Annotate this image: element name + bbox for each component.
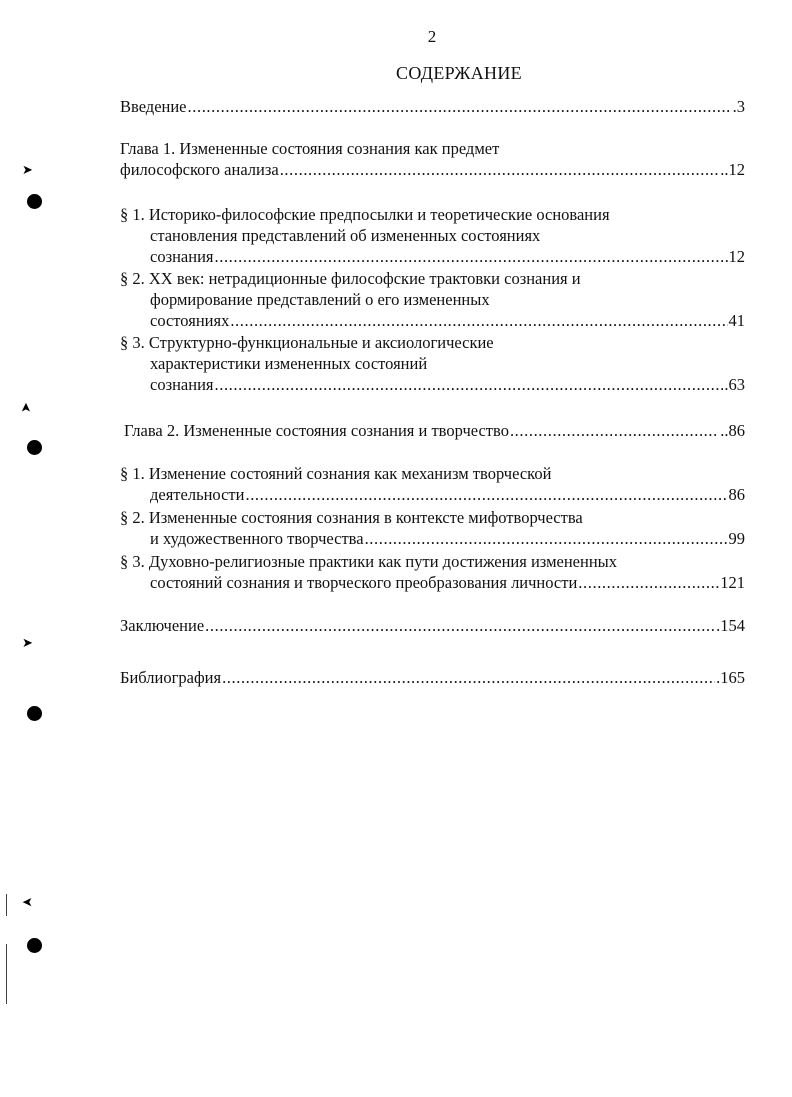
toc-entry-label: и художественного творчества	[150, 529, 364, 548]
toc-page-number: ..12	[720, 160, 745, 179]
leader-dots	[365, 528, 728, 549]
toc-entry-line: § 3. Духовно-религиозные практики как пути достижения измененных	[120, 552, 618, 571]
leader-dots	[215, 246, 728, 267]
toc-page-number: 121	[720, 573, 745, 592]
toc-page-number: .3	[732, 97, 745, 116]
page-number: 2	[427, 27, 437, 46]
toc-entry-line: формирование представлений о его измененных	[150, 290, 490, 309]
toc-page-number: 41	[728, 311, 745, 330]
toc-entry-line: Глава 1. Измененные состояния сознания как предмет	[120, 139, 500, 158]
toc-entry-introduction	[120, 96, 745, 117]
toc-entry-label: сознания	[150, 375, 214, 394]
toc-entry-chapter-2	[124, 420, 745, 441]
margin-line	[6, 944, 7, 1004]
leader-dots	[245, 484, 727, 505]
toc-entry-bibliography	[120, 667, 745, 688]
margin-line	[6, 894, 7, 916]
leader-dots	[230, 310, 727, 331]
margin-arrow-icon: ➤	[17, 402, 33, 413]
toc-entry-label: состояниях	[150, 311, 230, 330]
toc-entry-line: § 3. Структурно-функциональные и аксиологические	[120, 333, 494, 352]
leader-dots	[215, 374, 724, 395]
toc-entry-section-1-2	[120, 268, 745, 331]
toc-entry-line: характеристики измененных состояний	[150, 354, 428, 373]
margin-arrow-icon: ➤	[22, 635, 33, 650]
toc-entry-label: состояний сознания и творческого преобразования личности	[150, 573, 578, 592]
leader-dots	[280, 159, 720, 180]
margin-arrow-icon: ➤	[22, 895, 33, 910]
punch-hole-dot	[27, 706, 42, 721]
toc-entry-label: деятельности	[150, 485, 245, 504]
leader-dots	[188, 96, 732, 117]
toc-entry-label: Библиография	[120, 668, 222, 687]
toc-entry-line: § 2. XX век: нетрадиционные философские трактовки сознания и	[120, 269, 581, 288]
leader-dots	[510, 420, 719, 441]
toc-entry-line: становления представлений об измененных состояниях	[150, 226, 541, 245]
toc-entry-label: Глава 2. Измененные состояния сознания и творчество	[124, 421, 509, 440]
toc-page-number: .154	[716, 616, 745, 635]
toc-entry-label: сознания	[150, 247, 214, 266]
toc-entry-label: Введение	[120, 97, 187, 116]
leader-dots	[205, 615, 715, 636]
margin-arrow-icon: ➤	[22, 162, 33, 177]
leader-dots	[578, 572, 719, 593]
toc-page-number: 99	[728, 529, 745, 548]
toc-page-number: ..86	[720, 421, 745, 440]
punch-hole-dot	[27, 440, 42, 455]
toc-page-number: 86	[728, 485, 745, 504]
toc-entry-conclusion	[120, 615, 745, 636]
toc-entry-chapter-1	[120, 138, 745, 180]
toc-entry-section-2-2	[120, 507, 745, 549]
toc-page-number: 12	[728, 247, 745, 266]
punch-hole-dot	[27, 194, 42, 209]
toc-entry-line: § 1. Историко-философские предпосылки и теоретические основания	[120, 205, 610, 224]
toc-entry-section-2-3	[120, 551, 745, 593]
toc-entry-line: § 1. Изменение состояний сознания как механизм творческой	[120, 464, 552, 483]
toc-page-number: .165	[716, 668, 745, 687]
leader-dots	[222, 667, 715, 688]
toc-entry-section-2-1	[120, 463, 745, 505]
toc-title: СОДЕРЖАНИЕ	[396, 63, 522, 83]
toc-entry-section-1-3	[120, 332, 745, 395]
toc-entry-section-1-1	[120, 204, 745, 267]
toc-entry-label: Заключение	[120, 616, 205, 635]
toc-entry-label: философского анализа	[120, 160, 279, 179]
toc-entry-line: § 2. Измененные состояния сознания в контексте мифотворчества	[120, 508, 583, 527]
toc-page-number: .63	[724, 375, 745, 394]
punch-hole-dot	[27, 938, 42, 953]
